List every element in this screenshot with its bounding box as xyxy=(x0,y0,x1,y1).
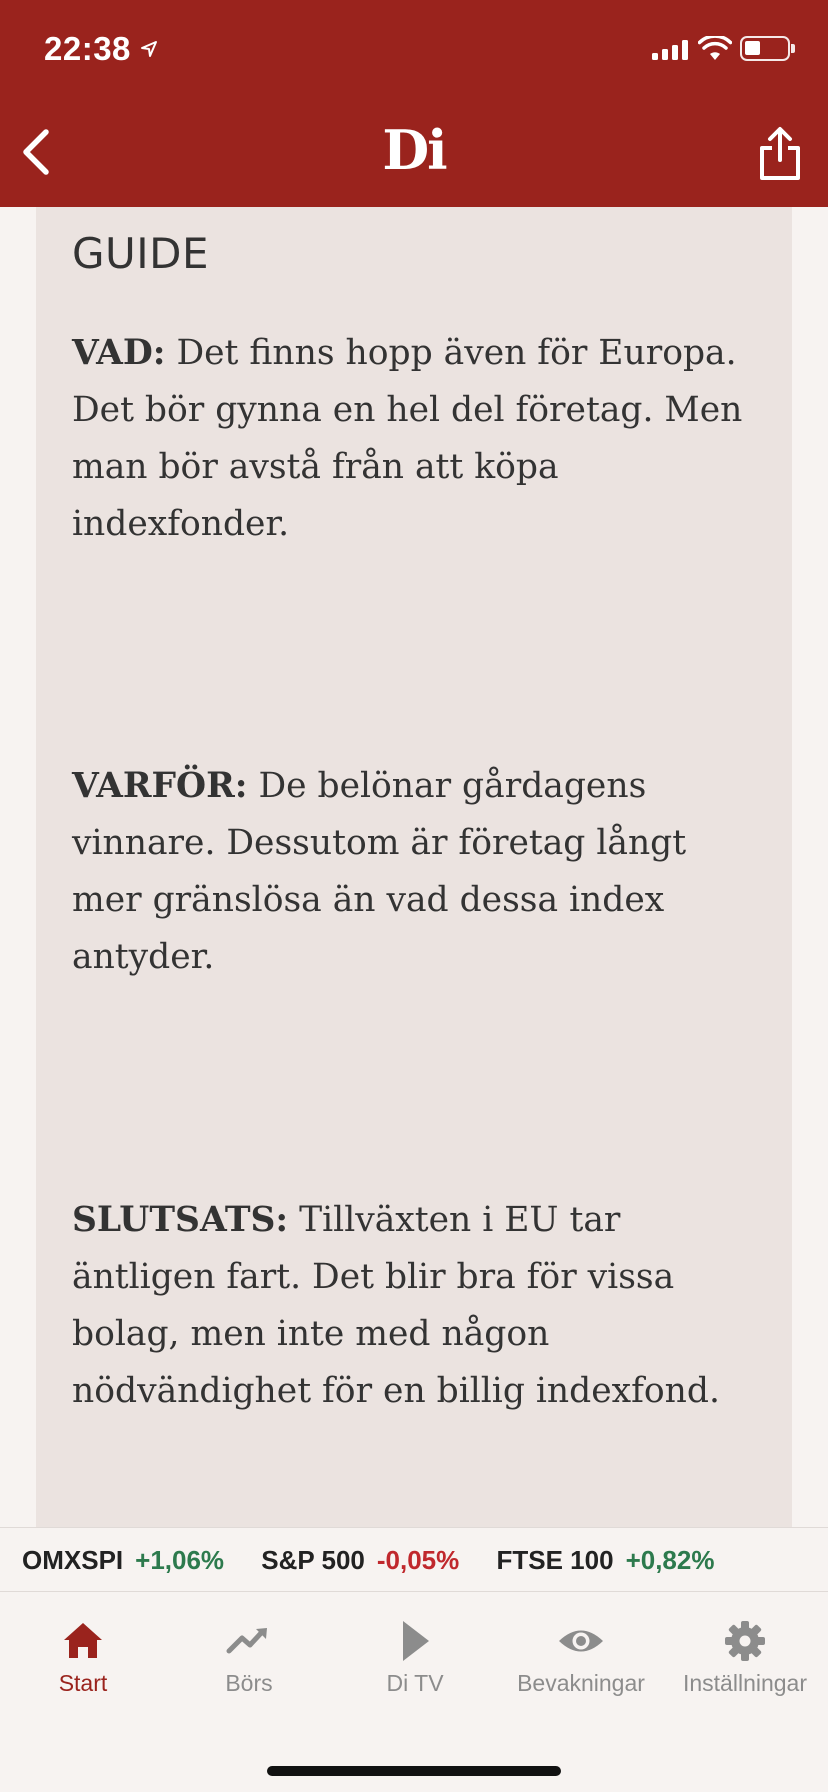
guide-box xyxy=(36,207,792,1527)
guide-section-text: Tillväxten i EU tar äntligen fart. Det blir bra för vissa bolag, men inte med någon nödvändighet för en billig indexfond. xyxy=(72,1200,720,1411)
gear-icon xyxy=(722,1618,768,1664)
tab-label: Inställningar xyxy=(682,1670,808,1696)
tab-label: Di TV xyxy=(386,1670,444,1696)
ticker-name: FTSE 100 xyxy=(496,1545,614,1575)
ticker-change: +1,06% xyxy=(135,1545,225,1575)
ticker-item-omxspi[interactable] xyxy=(22,1545,224,1576)
play-icon xyxy=(392,1618,438,1664)
chart-line-icon xyxy=(226,1618,272,1664)
ticker-name: S&P 500 xyxy=(261,1545,365,1575)
guide-section-text: Det finns hopp även för Europa. Det bör gynna en hel del företag. Men man bör avstå från att köpa indexfonder. xyxy=(72,333,743,544)
guide-title: GUIDE xyxy=(72,229,210,278)
guide-section-label: VARFÖR: xyxy=(72,766,248,806)
ticker-item-sp500[interactable] xyxy=(261,1545,459,1576)
cellular-signal-icon xyxy=(652,40,688,60)
market-ticker[interactable] xyxy=(0,1527,828,1592)
ticker-fade xyxy=(718,1528,828,1592)
guide-section-text: De belönar gårdagens vinnare. Dessutom är företag långt mer gränslösa än vad dessa index antyder. xyxy=(72,766,687,977)
tab-di-tv[interactable] xyxy=(332,1592,498,1702)
location-arrow-icon xyxy=(140,40,158,58)
tab-start[interactable] xyxy=(0,1592,166,1702)
article-content[interactable] xyxy=(0,207,828,1527)
ticker-name: OMXSPI xyxy=(22,1545,124,1575)
home-indicator[interactable] xyxy=(267,1766,561,1776)
guide-section-slutsats xyxy=(72,1192,762,1420)
guide-section-label: SLUTSATS: xyxy=(72,1200,289,1240)
tab-installningar[interactable] xyxy=(662,1592,828,1702)
tab-label: Börs xyxy=(225,1670,273,1696)
eye-icon xyxy=(558,1618,604,1664)
tab-bar xyxy=(0,1592,828,1792)
tab-bors[interactable] xyxy=(166,1592,332,1702)
battery-icon xyxy=(740,36,790,61)
app-header xyxy=(0,0,828,207)
share-button[interactable] xyxy=(756,126,804,182)
tab-bevakningar[interactable] xyxy=(498,1592,664,1702)
ticker-change: +0,82% xyxy=(625,1545,715,1575)
tab-label: Start xyxy=(58,1670,108,1696)
di-logo[interactable]: Di xyxy=(382,118,446,182)
ticker-change: -0,05% xyxy=(376,1545,460,1575)
ticker-item-ftse100[interactable] xyxy=(497,1545,715,1576)
tab-label: Bevakningar xyxy=(517,1670,645,1696)
guide-section-varfor xyxy=(72,758,762,986)
status-time: 22:38 xyxy=(44,30,131,67)
home-icon xyxy=(60,1618,106,1664)
guide-section-vad xyxy=(72,325,762,553)
guide-section-label: VAD: xyxy=(72,333,166,373)
wifi-icon xyxy=(698,36,732,62)
